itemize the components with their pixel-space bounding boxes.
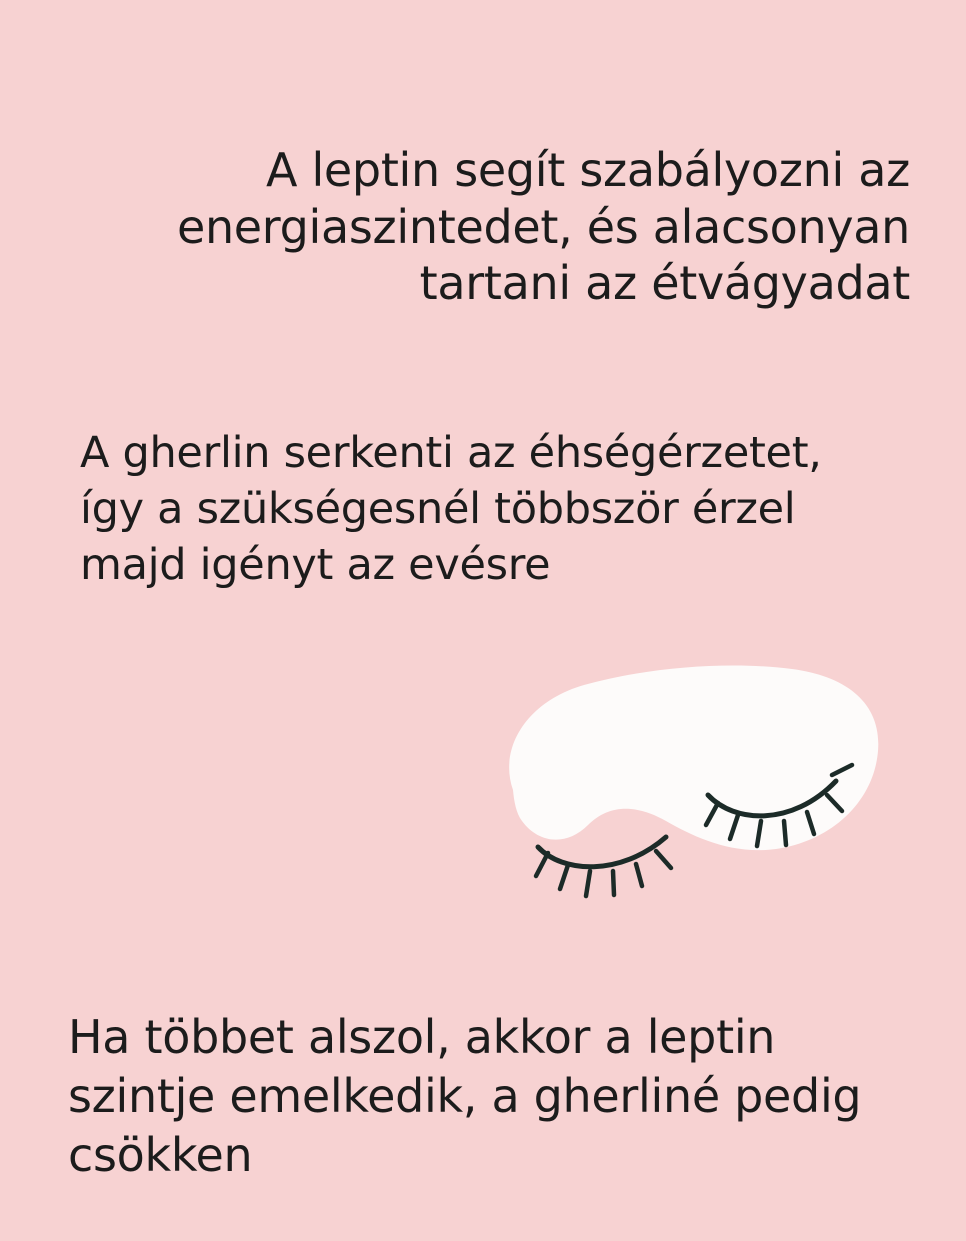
right-lash-4 — [784, 821, 786, 845]
left-lash-4 — [613, 871, 614, 895]
gherlin-paragraph: A gherlin serkenti az éhségérzetet, így a szükségesnél többször érzel majd igényt az evésre — [80, 428, 822, 590]
left-lash-3 — [586, 871, 590, 896]
sleep-paragraph: Ha többet alszol, akkor a leptin szintje emelkedik, a gherliné pedig csökken — [68, 1010, 862, 1182]
sleep-mask-icon — [480, 655, 900, 925]
sleep-mask-illustration — [480, 655, 900, 925]
left-lash-6 — [656, 851, 671, 868]
mask-body — [509, 666, 878, 851]
left-lash-1 — [536, 853, 548, 876]
left-lash-2 — [560, 865, 568, 889]
left-eye-lid — [538, 837, 666, 867]
left-lash-5 — [636, 864, 642, 886]
leptin-paragraph: A leptin segít szabályozni az energiaszintedet, és alacsonyan tartani az étvágyadat — [176, 143, 910, 311]
